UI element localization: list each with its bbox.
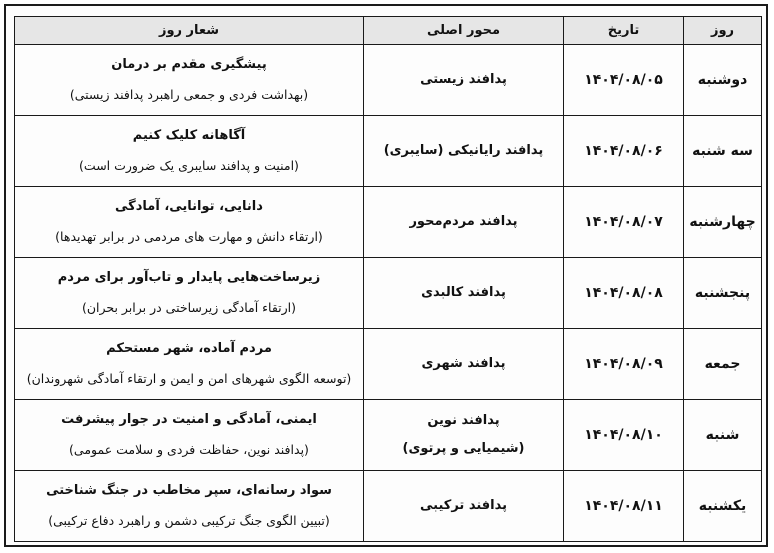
slogan-title: زیرساخت‌هایی پایدار و تاب‌آور برای مردم (57, 270, 321, 285)
slogan-subtitle: (پدافند نوین، حفاظت فردی و سلامت عمومی) (69, 442, 309, 457)
date-cell: ۱۴۰۴/۰۸/۰۹ (564, 329, 684, 400)
day-cell: سه شنبه (684, 116, 762, 187)
axis-cell (364, 329, 564, 400)
table-row (15, 329, 762, 400)
slogan-title: آگاهانه کلیک کنیم (132, 128, 246, 143)
axis-line: پدافند زیستی (420, 72, 507, 87)
slogan-title: پیشگیری مقدم بر درمان (111, 57, 267, 72)
axis-line: (شیمیایی و پرتوی) (402, 441, 525, 456)
table-row (15, 45, 762, 116)
slogan-cell (15, 400, 364, 471)
header-day: روز (684, 17, 762, 45)
axis-line: پدافند رایانیکی (سایبری) (383, 143, 544, 158)
axis-cell (364, 400, 564, 471)
table-row (15, 187, 762, 258)
day-cell: جمعه (684, 329, 762, 400)
slogan-cell (15, 45, 364, 116)
slogan-subtitle: (توسعه الگوی شهرهای امن و ایمن و ارتقاء آمادگی شهروندان) (26, 371, 352, 386)
slogan-subtitle: (ارتقاء آمادگی زیرساختی در برابر بحران) (81, 300, 297, 315)
axis-line: پدافند نوین (427, 413, 500, 428)
date-cell: ۱۴۰۴/۰۸/۱۰ (564, 400, 684, 471)
axis-cell (364, 45, 564, 116)
table-row (15, 400, 762, 471)
slogan-cell (15, 187, 364, 258)
slogan-cell (15, 329, 364, 400)
axis-line: پدافند کالبدی (421, 285, 506, 300)
header-slogan: شعار روز (15, 17, 364, 45)
slogan-subtitle: (بهداشت فردی و جمعی راهبرد پدافند زیستی) (69, 87, 309, 102)
slogan-title: سواد رسانه‌ای، سپر مخاطب در جنگ شناختی (46, 483, 332, 498)
date-cell: ۱۴۰۴/۰۸/۰۶ (564, 116, 684, 187)
day-cell: شنبه (684, 400, 762, 471)
slogan-title: دانایی، توانایی، آمادگی (115, 199, 263, 214)
date-cell: ۱۴۰۴/۰۸/۰۵ (564, 45, 684, 116)
axis-line: پدافند مردم‌محور (409, 214, 518, 229)
table-row (15, 258, 762, 329)
table-row (15, 116, 762, 187)
slogan-cell (15, 258, 364, 329)
slogan-subtitle: (تبیین الگوی جنگ ترکیبی دشمن و راهبرد دفاع ترکیبی) (48, 513, 330, 528)
header-axis: محور اصلی (364, 17, 564, 45)
day-cell: دوشنبه (684, 45, 762, 116)
slogan-title: مردم آماده، شهر مستحکم (106, 341, 272, 356)
day-cell: چهارشنبه (684, 187, 762, 258)
axis-cell (364, 471, 564, 542)
table-row (15, 471, 762, 542)
axis-line: پدافند شهری (421, 356, 506, 371)
date-cell: ۱۴۰۴/۰۸/۰۸ (564, 258, 684, 329)
slogan-subtitle: (امنیت و پدافند سایبری یک ضرورت است) (79, 158, 299, 173)
axis-cell (364, 258, 564, 329)
slogan-cell (15, 471, 364, 542)
header-row (15, 17, 762, 45)
slogan-title: ایمنی، آمادگی و امنیت در جوار پیشرفت (61, 412, 317, 427)
slogan-cell (15, 116, 364, 187)
day-cell: یکشنبه (684, 471, 762, 542)
header-date: تاریخ (564, 17, 684, 45)
axis-line: پدافند ترکیبی (420, 498, 507, 513)
schedule-table (14, 16, 762, 542)
date-cell: ۱۴۰۴/۰۸/۰۷ (564, 187, 684, 258)
axis-cell (364, 187, 564, 258)
date-cell: ۱۴۰۴/۰۸/۱۱ (564, 471, 684, 542)
slogan-subtitle: (ارتقاء دانش و مهارت های مردمی در برابر تهدیدها) (55, 229, 323, 244)
axis-cell (364, 116, 564, 187)
day-cell: پنجشنبه (684, 258, 762, 329)
